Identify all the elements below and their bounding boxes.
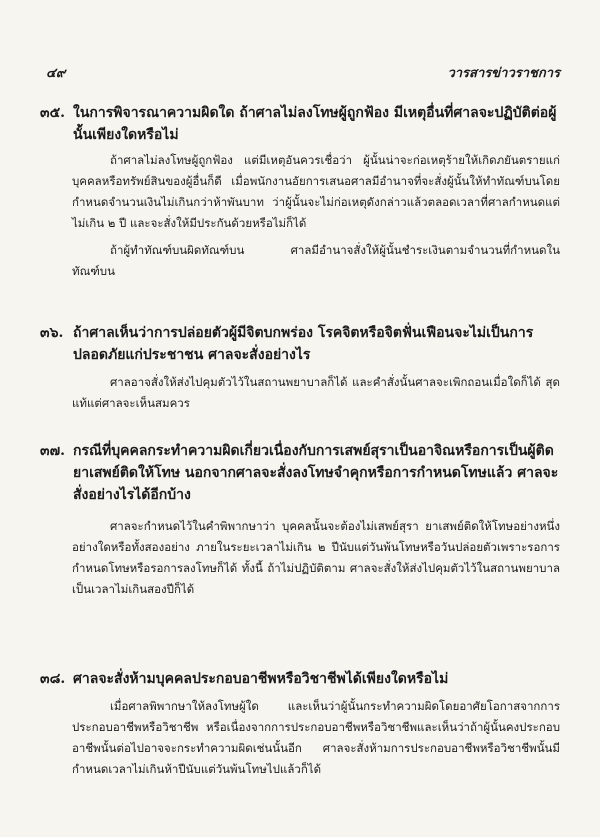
answer-paragraph: ศาลอาจสั่งให้ส่งไปคุมตัวไว้ในสถานพยาบาลก็ได้ และคำสั่งนั้นศาลจะเพิกถอนเมื่อใดก็ได้ สุดแท้แต่ศาลจะเห็นสมควร (72, 375, 560, 410)
question-number: ๓๘. (40, 671, 66, 687)
answer-paragraph: ถ้าผู้ทำทัณฑ์บนผิดทัณฑ์บน ศาลมีอำนาจสั่งให้ผู้นั้นชำระเงินตามจำนวนที่กำหนดในทัณฑ์บน (72, 243, 560, 278)
page-header (46, 62, 560, 80)
page-number: ๔๙ (46, 66, 66, 81)
answer-text (72, 516, 560, 600)
question-text: ศาลจะสั่งห้ามบุคคลประกอบอาชีพหรือวิชาชีพได้เพียงใดหรือไม่ (73, 671, 449, 687)
answer-paragraph: ศาลจะกำหนดไว้ในคำพิพากษาว่า บุคคลนั้นจะต้องไม่เสพย์สุรา ยาเสพย์ติดให้โทษอย่างหนึ่งอย่างใดหรือทั้งสองอย่าง ภายในระยะเวลาไม่เกิน ๒ ปีนับแต่วันพ้นโทษหรือวันปล่อยตัวเพราะรอการกำหนดโทษหรือรอการลงโทษก็ได้ ทั้งนี้ ถ้าไม่ปฏิบัติตาม ศาลจะสั่งให้ส่งไปคุมตัวไว้ในสถานพยาบาลเป็นเวลาไม่เกินสองปีก็ได้ (72, 519, 560, 596)
qa-item-37 (40, 440, 560, 600)
answer-paragraph: เมื่อศาลพิพากษาให้ลงโทษผู้ใด และเห็นว่าผู้นั้นกระทำความผิดโดยอาศัยโอกาสจากการประกอบอาชีพหรือวิชาชีพ หรือเนื่องจากการประกอบอาชีพหรือวิชาชีพและเห็นว่าถ้าผู้นั้นคงประกอบอาชีพนั้นต่อไปอาจจะกระทำความผิดเช่นนั้นอีก ศาลจะสั่งห้ามการประกอบอาชีพหรือวิชาชีพนั้นมีกำหนดเวลาไม่เกินห้าปีนับแต่วันพ้นโทษไปแล้วก็ได้ (72, 699, 560, 776)
answer-paragraph: ถ้าศาลไม่ลงโทษผู้ถูกฟ้อง แต่มีเหตุอันควรเชื่อว่า ผู้นั้นน่าจะก่อเหตุร้ายให้เกิดภยันตรายแก่บุคคลหรือทรัพย์สินของผู้อื่นก็ดี เมื่อพนักงานอัยการเสนอศาลมีอำนาจที่จะสั่งผู้นั้นให้ทำทัณฑ์บนโดยกำหนดจำนวนเงินไม่เกินกว่าห้าพันบาท ว่าผู้นั้นจะไม่ก่อเหตุดังกล่าวแล้วตลอดเวลาที่ศาลกำหนดแต่ไม่เกิน ๒ ปี และจะสั่งให้มีประกันด้วยหรือไม่ก็ได้ (72, 153, 560, 230)
question-text: ในการพิจารณาความผิดใด ถ้าศาลไม่ลงโทษผู้ถูกฟ้อง มีเหตุอื่นที่ศาลจะปฏิบัติต่อผู้นั้นเพียงใดหรือไม่ (73, 105, 557, 143)
qa-item-38 (40, 668, 560, 793)
answer-text (72, 696, 560, 780)
answer-text (72, 372, 560, 414)
journal-title: วารสารข่าวราชการ (447, 66, 560, 81)
qa-item-36 (40, 322, 560, 432)
answer-text (72, 150, 560, 282)
question-number: ๓๖. (40, 325, 64, 341)
question-text: กรณีที่บุคคลกระทำความผิดเกี่ยวเนื่องกับการเสพย์สุราเป็นอาจิณหรือการเป็นผู้ติดยาเสพย์ติดให้โทษ นอกจากศาลจะสั่งลงโทษจำคุกหรือการกำหนดโทษแล้ว ศาลจะสั่งอย่างไรได้อีกบ้าง (73, 443, 559, 503)
question-text: ถ้าศาลเห็นว่าการปล่อยตัวผู้มีจิตบกพร่อง โรคจิตหรือจิตฟั่นเฟือนจะไม่เป็นการปลอดภัยแก่ประชาชน ศาลจะสั่งอย่างไร (73, 325, 534, 363)
question-number: ๓๗. (40, 443, 65, 459)
qa-item-35 (40, 102, 560, 278)
question-number: ๓๕. (40, 105, 66, 121)
